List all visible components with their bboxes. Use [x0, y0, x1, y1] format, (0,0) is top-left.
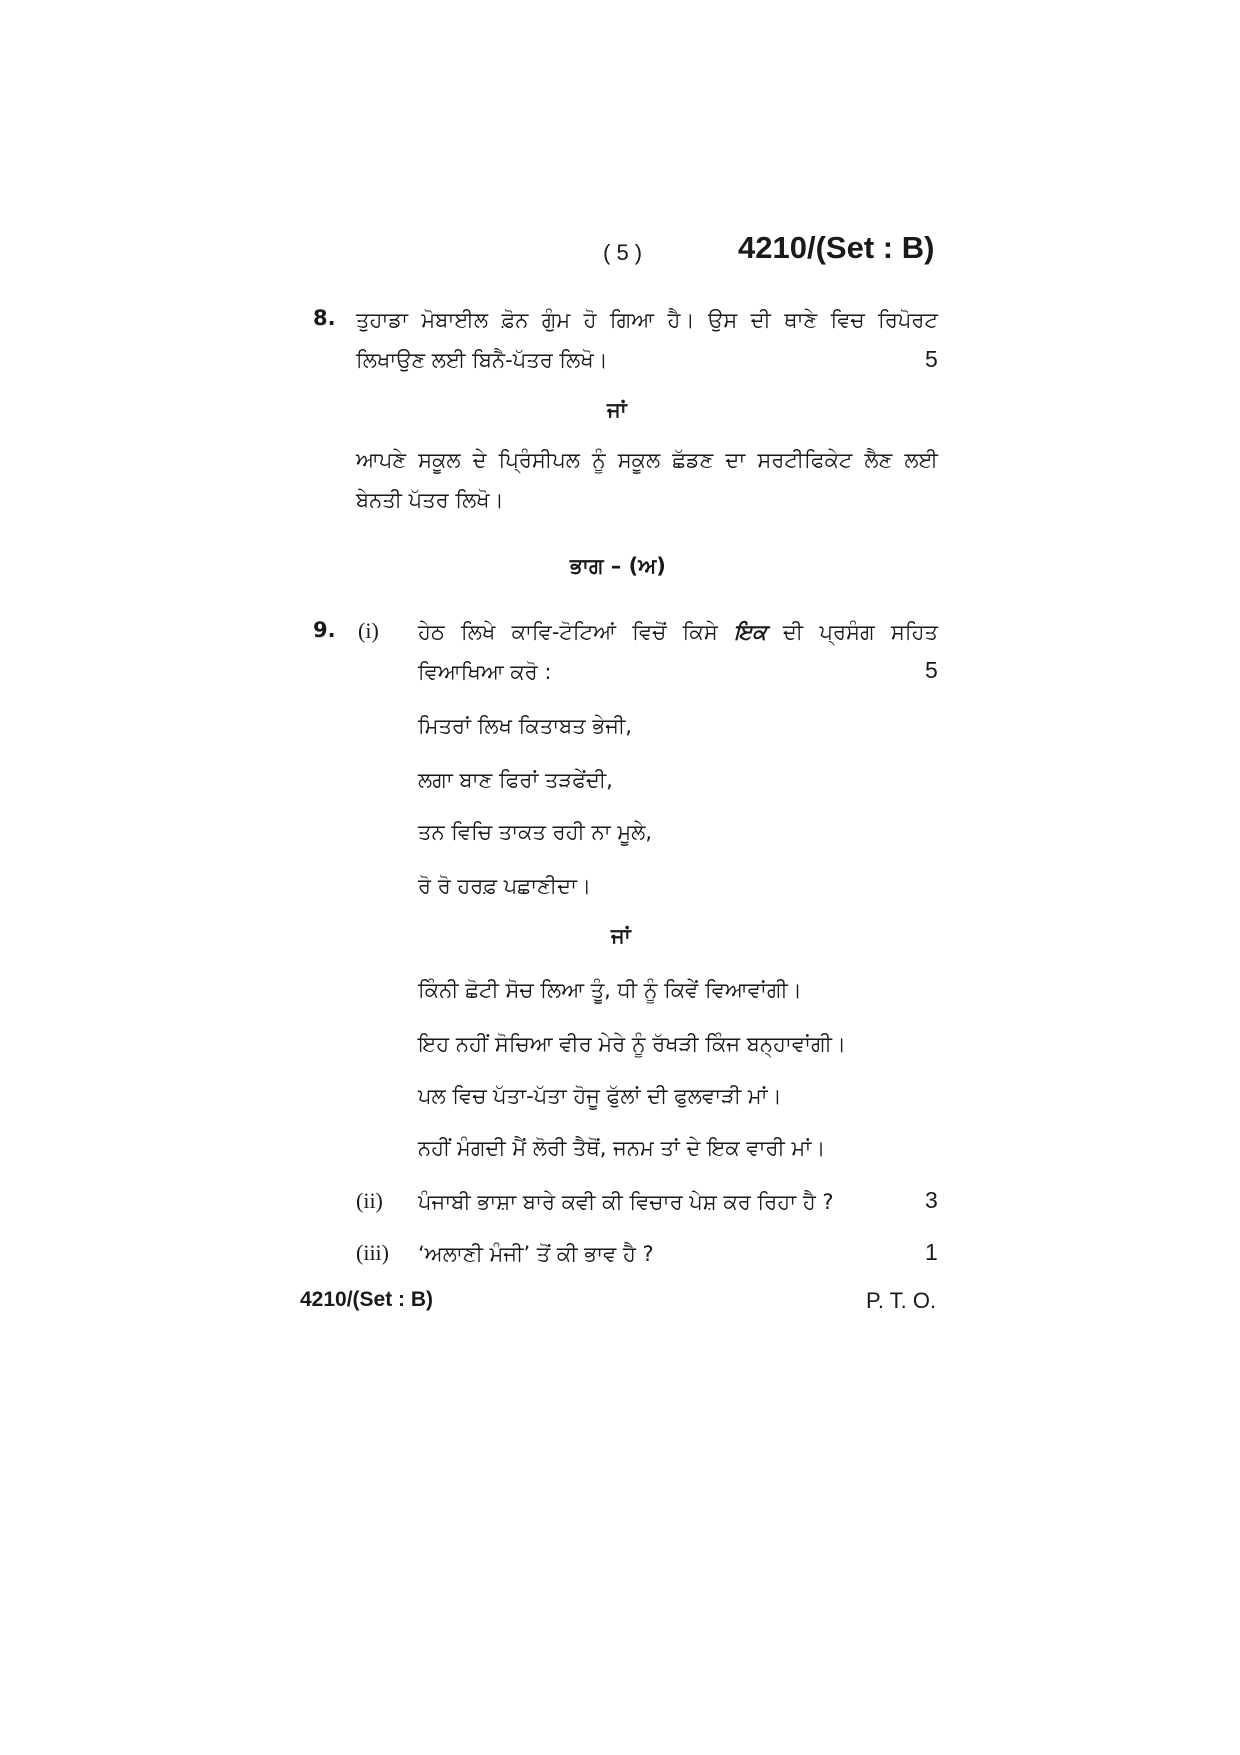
question-9-part-ii-marks: 3 [925, 1187, 938, 1213]
word: ਸਰਟੀਫਿਕੇਟ [757, 448, 853, 472]
paper-code-header: 4210/(Set : B) [738, 230, 935, 265]
word: ਗੁੰਮ [541, 308, 571, 332]
word: ਲਿਖੇ [461, 620, 496, 644]
word: ਛੱਡਣ [672, 448, 714, 472]
emphasis-word: ਇਕ [734, 620, 767, 644]
stanza-1-line-4: ਰੋ ਰੋ ਹਰਫ਼ ਪਛਾਣੀਦਾ। [418, 874, 592, 898]
question-9-number: 9. [313, 618, 336, 642]
question-9-part-ii-text: ਪੰਜਾਬੀ ਭਾਸ਼ਾ ਬਾਰੇ ਕਵੀ ਕੀ ਵਿਚਾਰ ਪੇਸ਼ ਕਰ ਰਿਹਾ ਹੈ ? [418, 1190, 834, 1214]
word: ਫ਼ੋਨ [501, 308, 529, 332]
question-8-line-2: ਲਿਖਾਉਣ ਲਈ ਬਿਨੈ-ਪੱਤਰ ਲਿਖੋ। [356, 348, 608, 372]
question-9-part-iii-label: (iii) [356, 1240, 389, 1265]
word: ਦੀ [750, 308, 771, 332]
stanza-1-line-1: ਮਿਤਰਾਂ ਲਿਖ ਕਿਤਾਬਤ ਭੇਜੀ, [418, 714, 632, 738]
word: ਹੇਠ [418, 620, 445, 644]
section-title: ਭਾਗ – (ਅ) [570, 554, 666, 578]
or-label-2: ਜਾਂ [611, 924, 631, 948]
word: ਆਪਣੇ [356, 448, 407, 472]
question-9-part-iii-marks: 1 [925, 1239, 938, 1265]
question-8-marks: 5 [925, 346, 938, 372]
word: ਥਾਣੇ [784, 308, 818, 332]
word: ਕਿਸੇ [682, 620, 718, 644]
pto-label: P. T. O. [866, 1288, 937, 1313]
word: ਪ੍ਰਸੰਗ [819, 620, 875, 644]
stanza-2-line-2: ਇਹ ਨਹੀਂ ਸੋਚਿਆ ਵੀਰ ਮੇਰੇ ਨੂੰ ਰੱਖੜੀ ਕਿੰਜ ਬਨ੍ਹਾਵਾਂਗੀ। [418, 1032, 847, 1056]
word: ਸਕੂਲ [617, 448, 661, 472]
word: ਹੋ [583, 308, 597, 332]
word: ਲਈ [904, 448, 938, 472]
paper-code-footer: 4210/(Set : B) [300, 1288, 434, 1311]
word: ਦੇ [472, 448, 487, 472]
word: ਉਸ [708, 308, 738, 332]
word: ਦਾ [725, 448, 746, 472]
stanza-1-line-3: ਤਨ ਵਿਚਿ ਤਾਕਤ ਰਹੀ ਨਾ ਮੂਲੇ, [418, 820, 653, 844]
word: ਸਕੂਲ [418, 448, 461, 472]
question-8-number: 8. [313, 306, 336, 330]
question-9-part-i-marks: 5 [925, 657, 938, 683]
word: ਤੁਹਾਡਾ [356, 308, 408, 332]
stanza-2-line-1: ਕਿੰਨੀ ਛੋਟੀ ਸੋਚ ਲਿਆ ਤੂੰ, ਧੀ ਨੂੰ ਕਿਵੇਂ ਵਿਆਵਾਂਗੀ। [418, 978, 802, 1002]
question-9-part-iii-text: ‘ਅਲਾਣੀ ਮੰਜੀ’ ਤੋਂ ਕੀ ਭਾਵ ਹੈ ? [418, 1242, 654, 1266]
stanza-1-line-2: ਲਗਾ ਬਾਣ ਫਿਰਾਂ ਤੜਫੇਂਦੀ, [418, 768, 613, 792]
question-8-alt-line-1 [356, 446, 938, 474]
question-9-part-i-line-1 [418, 618, 938, 646]
word: ਸਹਿਤ [890, 620, 938, 644]
stanza-2-line-3: ਪਲ ਵਿਚ ਪੱਤਾ-ਪੱਤਾ ਹੋਜੂ ਫੁੱਲਾਂ ਦੀ ਫੁਲਵਾੜੀ ਮਾਂ। [418, 1084, 782, 1108]
word: ਰਿਪੋਰਟ [878, 308, 938, 332]
word: ਵਿਚ [830, 308, 865, 332]
word: ਹੈ। [667, 308, 695, 332]
word: ਗਿਆ [609, 308, 655, 332]
question-8-alt-line-2: ਬੇਨਤੀ ਪੱਤਰ ਲਿਖੋ। [356, 488, 504, 512]
word: ਮੋਬਾਈਲ [421, 308, 489, 332]
question-8-line-1 [356, 306, 938, 334]
question-9-part-i-label: (i) [358, 618, 379, 643]
word: ਲੈਣ [864, 448, 893, 472]
word: ਕਾਵਿ-ਟੋਟਿਆਂ [511, 620, 616, 644]
page-number: ( 5 ) [603, 240, 643, 265]
question-9-part-i-line-2: ਵਿਆਖਿਆ ਕਰੋ : [418, 660, 552, 684]
question-9-part-ii-label: (ii) [356, 1188, 383, 1213]
word: ਪ੍ਰਿੰਸੀਪਲ [498, 448, 580, 472]
word: ਵਿਚੋਂ [632, 620, 667, 644]
word: ਨੂੰ [592, 448, 606, 472]
word: ਦੀ [782, 620, 804, 644]
stanza-2-line-4: ਨਹੀਂ ਮੰਗਦੀ ਮੈਂ ਲੋਰੀ ਤੈਥੋਂ, ਜਨਮ ਤਾਂ ਦੇ ਇਕ ਵਾਰੀ ਮਾਂ। [418, 1136, 826, 1160]
or-label: ਜਾਂ [607, 398, 627, 422]
